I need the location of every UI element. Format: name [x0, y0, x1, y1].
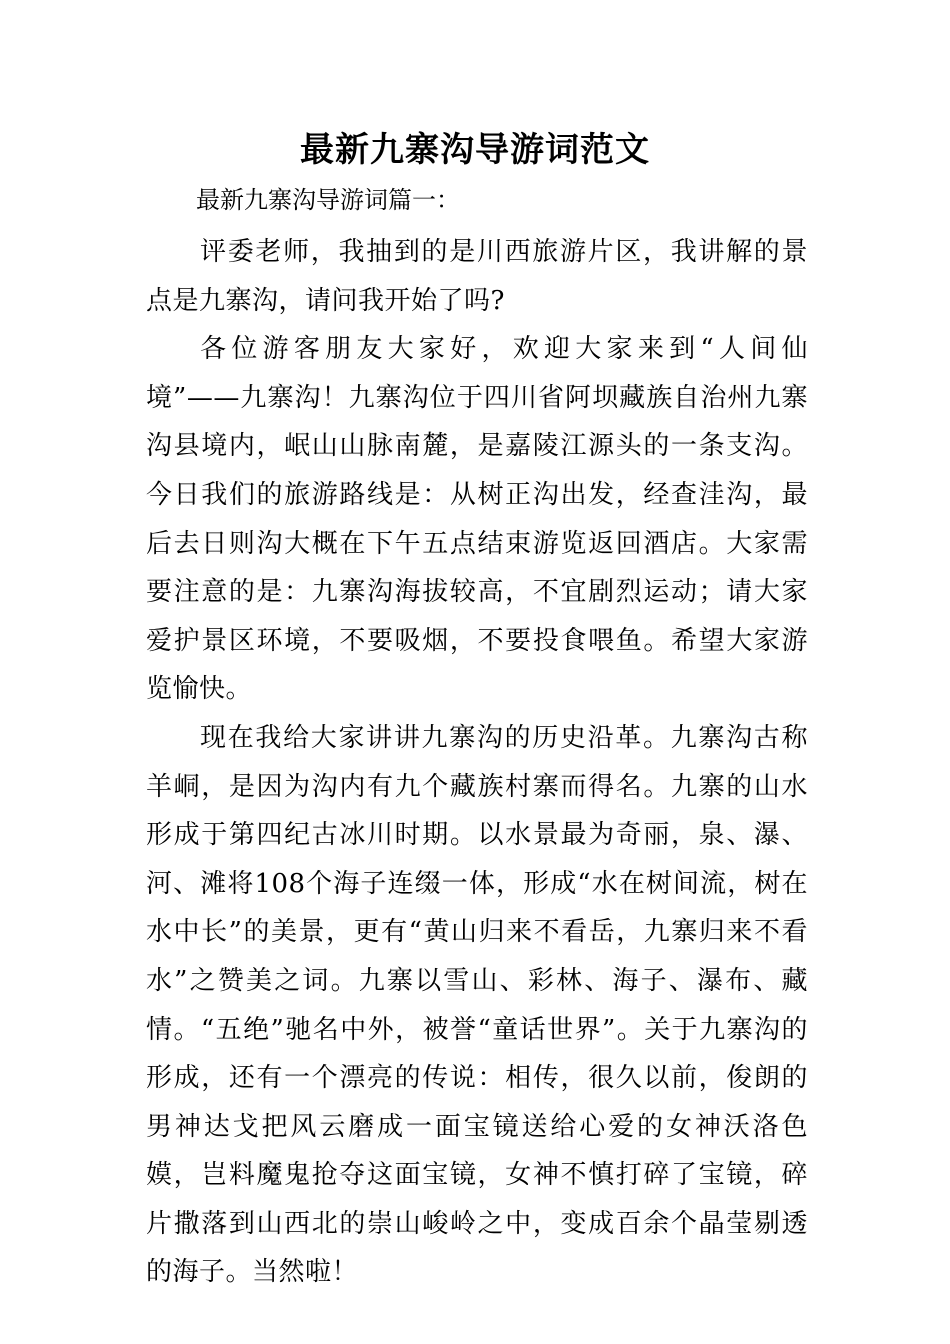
- document-title: 最新九寨沟导游词范文: [300, 130, 650, 170]
- paragraph-welcome: 各位游客朋友大家好，欢迎大家来到“人间仙境”——九寨沟！九寨沟位于四川省阿坝藏族自治州九寨沟县境内，岷山山脉南麓，是嘉陵江源头的一条支沟。今日我们的旅游路线是：从树正沟出发，经查洼沟，最后去日则沟大概在下午五点结束游览返回酒店。大家需要注意的是：九寨沟海拔较高，不宜剧烈运动；请大家爱护景区环境，不要吸烟，不要投食喂鱼。希望大家游览愉快。: [146, 334, 808, 705]
- section-subheading: 最新九寨沟导游词篇一：: [196, 186, 460, 214]
- paragraph-intro: 评委老师，我抽到的是川西旅游片区，我讲解的景点是九寨沟，请问我开始了吗?: [146, 237, 808, 316]
- paragraph-history: 现在我给大家讲讲九寨沟的历史沿革。九寨沟古称羊峒，是因为沟内有九个藏族村寨而得名。九寨的山水形成于第四纪古冰川时期。以水景最为奇丽，泉、瀑、河、滩将108个海子连缀一体，形成“水在树间流，树在水中长”的美景，更有“黄山归来不看岳，九寨归来不看水”之赞美之词。九寨以雪山、彩林、海子、瀑布、藏情。“五绝”驰名中外，被誉“童话世界”。关于九寨沟的形成，还有一个漂亮的传说：相传，很久以前，俊朗的男神达戈把风云磨成一面宝镜送给心爱的女神沃洛色嫫，岂料魔鬼抢夺这面宝镜，女神不慎打碎了宝镜，碎片撒落到山西北的崇山峻岭之中，变成百余个晶莹剔透的海子。当然啦！: [146, 722, 808, 1288]
- document-body: [146, 228, 808, 1297]
